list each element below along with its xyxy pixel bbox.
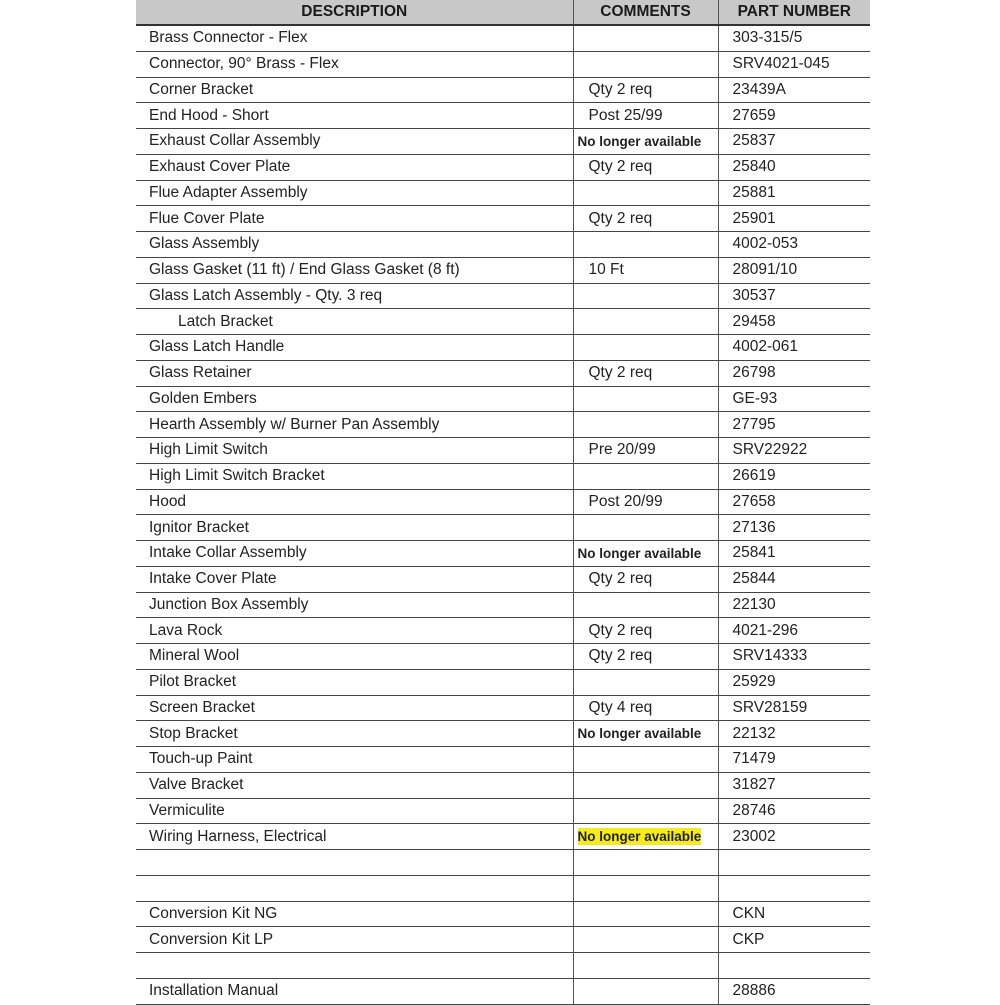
cell-comment — [573, 953, 718, 979]
cell-part-number: 28886 — [718, 978, 870, 1004]
cell-part-number: 27659 — [718, 103, 870, 129]
cell-part-number: CKN — [718, 901, 870, 927]
cell-part-number: SRV4021-045 — [718, 51, 870, 77]
cell-description: Hood — [136, 489, 573, 515]
table-row — [136, 721, 870, 747]
cell-description: Glass Latch Assembly - Qty. 3 req — [136, 283, 573, 309]
cell-description: Intake Cover Plate — [136, 566, 573, 592]
table-row — [136, 618, 870, 644]
cell-part-number: 30537 — [718, 283, 870, 309]
cell-part-number: 71479 — [718, 747, 870, 773]
cell-description: Installation Manual — [136, 978, 573, 1004]
cell-part-number: SRV14333 — [718, 644, 870, 670]
cell-comment — [573, 309, 718, 335]
cell-part-number — [718, 875, 870, 901]
cell-description: Flue Adapter Assembly — [136, 180, 573, 206]
cell-description: Exhaust Cover Plate — [136, 154, 573, 180]
parts-table-body — [136, 25, 870, 1004]
table-row — [136, 154, 870, 180]
cell-part-number: 23439A — [718, 77, 870, 103]
cell-description: Glass Assembly — [136, 232, 573, 258]
cell-comment: Pre 20/99 — [573, 438, 718, 464]
table-row — [136, 386, 870, 412]
cell-part-number: 26619 — [718, 463, 870, 489]
cell-part-number: 25837 — [718, 129, 870, 155]
cell-description — [136, 953, 573, 979]
table-row — [136, 772, 870, 798]
cell-comment — [573, 412, 718, 438]
table-row — [136, 463, 870, 489]
cell-comment: Qty 2 req — [573, 566, 718, 592]
table-row — [136, 309, 870, 335]
cell-comment — [573, 335, 718, 361]
cell-comment — [573, 180, 718, 206]
cell-part-number: 27136 — [718, 515, 870, 541]
cell-comment: Post 25/99 — [573, 103, 718, 129]
cell-part-number: SRV22922 — [718, 438, 870, 464]
cell-part-number: 25840 — [718, 154, 870, 180]
cell-description: Conversion Kit NG — [136, 901, 573, 927]
cell-part-number: 4002-053 — [718, 232, 870, 258]
table-row — [136, 695, 870, 721]
cell-comment — [573, 25, 718, 51]
highlighted-comment: No longer available — [577, 829, 702, 845]
cell-comment — [573, 386, 718, 412]
cell-comment: 10 Ft — [573, 257, 718, 283]
cell-comment — [573, 901, 718, 927]
column-header-comments: COMMENTS — [573, 0, 718, 25]
cell-description — [136, 850, 573, 876]
cell-description: Pilot Bracket — [136, 669, 573, 695]
cell-description: Junction Box Assembly — [136, 592, 573, 618]
table-row — [136, 180, 870, 206]
table-row — [136, 824, 870, 850]
cell-comment: Post 20/99 — [573, 489, 718, 515]
cell-description: Screen Bracket — [136, 695, 573, 721]
cell-description: Intake Collar Assembly — [136, 541, 573, 567]
cell-part-number: 25841 — [718, 541, 870, 567]
cell-part-number — [718, 953, 870, 979]
table-row — [136, 257, 870, 283]
table-row — [136, 335, 870, 361]
cell-part-number: 25901 — [718, 206, 870, 232]
cell-description — [136, 875, 573, 901]
cell-part-number: 25929 — [718, 669, 870, 695]
cell-comment: Qty 2 req — [573, 360, 718, 386]
table-row — [136, 77, 870, 103]
cell-description: Glass Latch Handle — [136, 335, 573, 361]
cell-description: Corner Bracket — [136, 77, 573, 103]
table-row — [136, 850, 870, 876]
table-row — [136, 103, 870, 129]
cell-description: End Hood - Short — [136, 103, 573, 129]
cell-description: High Limit Switch — [136, 438, 573, 464]
cell-comment — [573, 515, 718, 541]
cell-description: Lava Rock — [136, 618, 573, 644]
cell-description: Flue Cover Plate — [136, 206, 573, 232]
table-row — [136, 489, 870, 515]
cell-description: Conversion Kit LP — [136, 927, 573, 953]
cell-comment: No longer available — [573, 129, 718, 155]
cell-part-number: 27658 — [718, 489, 870, 515]
cell-part-number: 22132 — [718, 721, 870, 747]
cell-comment: Qty 2 req — [573, 618, 718, 644]
cell-part-number: 27795 — [718, 412, 870, 438]
cell-part-number: 29458 — [718, 309, 870, 335]
table-row — [136, 206, 870, 232]
table-row — [136, 412, 870, 438]
cell-comment — [573, 875, 718, 901]
cell-comment: Qty 2 req — [573, 154, 718, 180]
column-header-part-number: PART NUMBER — [718, 0, 870, 25]
cell-description: Connector, 90° Brass - Flex — [136, 51, 573, 77]
cell-comment: No longer available — [573, 541, 718, 567]
table-row — [136, 360, 870, 386]
cell-description: Valve Bracket — [136, 772, 573, 798]
table-row — [136, 798, 870, 824]
table-row — [136, 25, 870, 51]
table-row — [136, 566, 870, 592]
table-row — [136, 51, 870, 77]
cell-comment — [573, 978, 718, 1004]
cell-description: Stop Bracket — [136, 721, 573, 747]
cell-description: Latch Bracket — [136, 309, 573, 335]
cell-comment — [573, 592, 718, 618]
parts-table — [136, 0, 870, 1005]
cell-comment — [573, 232, 718, 258]
table-row — [136, 901, 870, 927]
cell-part-number: CKP — [718, 927, 870, 953]
cell-comment — [573, 824, 718, 850]
cell-comment — [573, 669, 718, 695]
cell-comment: Qty 2 req — [573, 206, 718, 232]
cell-description: Wiring Harness, Electrical — [136, 824, 573, 850]
table-row — [136, 129, 870, 155]
cell-comment — [573, 283, 718, 309]
cell-part-number: 4002-061 — [718, 335, 870, 361]
cell-comment: Qty 2 req — [573, 77, 718, 103]
table-row — [136, 953, 870, 979]
table-row — [136, 978, 870, 1004]
cell-comment — [573, 463, 718, 489]
cell-description: High Limit Switch Bracket — [136, 463, 573, 489]
cell-comment — [573, 798, 718, 824]
cell-description: Vermiculite — [136, 798, 573, 824]
cell-part-number: 25844 — [718, 566, 870, 592]
cell-description: Ignitor Bracket — [136, 515, 573, 541]
cell-description: Glass Retainer — [136, 360, 573, 386]
table-row — [136, 927, 870, 953]
cell-part-number — [718, 850, 870, 876]
cell-part-number: SRV28159 — [718, 695, 870, 721]
cell-part-number: 28746 — [718, 798, 870, 824]
cell-part-number: 28091/10 — [718, 257, 870, 283]
table-row — [136, 747, 870, 773]
cell-description: Mineral Wool — [136, 644, 573, 670]
cell-comment: Qty 4 req — [573, 695, 718, 721]
cell-description: Brass Connector - Flex — [136, 25, 573, 51]
cell-part-number: 31827 — [718, 772, 870, 798]
cell-part-number: GE-93 — [718, 386, 870, 412]
cell-part-number: 303-315/5 — [718, 25, 870, 51]
table-row — [136, 232, 870, 258]
cell-description: Exhaust Collar Assembly — [136, 129, 573, 155]
table-header-row — [136, 0, 870, 25]
cell-part-number: 22130 — [718, 592, 870, 618]
table-row — [136, 515, 870, 541]
cell-description: Touch-up Paint — [136, 747, 573, 773]
table-row — [136, 644, 870, 670]
table-row — [136, 592, 870, 618]
column-header-description: DESCRIPTION — [136, 0, 573, 25]
cell-comment: Qty 2 req — [573, 644, 718, 670]
table-row — [136, 669, 870, 695]
cell-comment — [573, 747, 718, 773]
cell-part-number: 26798 — [718, 360, 870, 386]
parts-list-sheet — [136, 0, 870, 1005]
cell-description: Glass Gasket (11 ft) / End Glass Gasket (8 ft) — [136, 257, 573, 283]
cell-comment — [573, 850, 718, 876]
cell-part-number: 4021-296 — [718, 618, 870, 644]
cell-comment — [573, 51, 718, 77]
cell-comment: No longer available — [573, 721, 718, 747]
cell-comment — [573, 772, 718, 798]
table-row — [136, 438, 870, 464]
table-row — [136, 541, 870, 567]
cell-part-number: 23002 — [718, 824, 870, 850]
cell-description: Golden Embers — [136, 386, 573, 412]
cell-description: Hearth Assembly w/ Burner Pan Assembly — [136, 412, 573, 438]
cell-part-number: 25881 — [718, 180, 870, 206]
table-row — [136, 875, 870, 901]
cell-comment — [573, 927, 718, 953]
table-row — [136, 283, 870, 309]
